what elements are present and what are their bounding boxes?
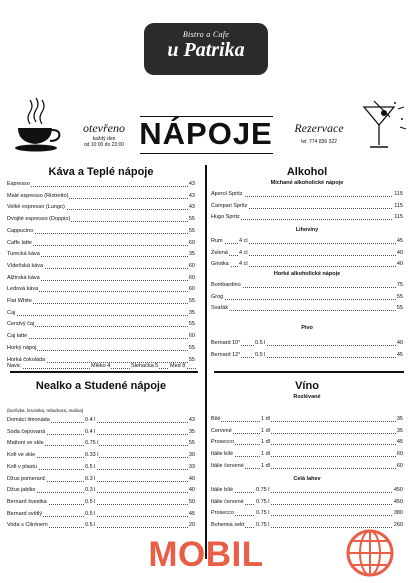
item-name: Červené	[211, 427, 232, 434]
extra-price: 5	[155, 363, 159, 369]
section-title-kava: Káva a Teplé nápoje	[48, 166, 154, 178]
item-name: Bombardino	[211, 282, 241, 288]
item-quantity: 0.75 l	[256, 510, 270, 517]
menu-row	[210, 282, 404, 289]
item-price: 43	[188, 192, 195, 199]
item-quantity: 0.75 l	[256, 522, 270, 529]
item-quantity: 1 dl	[261, 439, 270, 446]
item-name: Itálie bílé	[211, 451, 234, 458]
extra-name: Mléko	[91, 363, 106, 369]
menu-row	[210, 214, 404, 221]
item-name: Flat White	[7, 298, 32, 304]
item-price: 380	[393, 510, 403, 517]
item-name: Ledová káva	[7, 286, 39, 293]
dotted-leader	[6, 181, 196, 187]
item-price: 55	[188, 227, 195, 234]
item-price: 115	[394, 214, 403, 221]
subtitle-beer: Pivo	[301, 325, 313, 331]
item-price: 50	[188, 498, 195, 505]
extra-name: Med	[170, 363, 181, 369]
item-price: 40	[396, 249, 403, 256]
coffee-cup-icon	[14, 96, 64, 154]
item-price: 55	[396, 293, 403, 300]
item-price: 40	[188, 475, 195, 482]
vertical-divider	[205, 165, 207, 559]
extra-name: Šlehačka	[131, 363, 154, 369]
item-name: Bernard švestka	[7, 498, 47, 505]
item-name: Horká čokoláda	[7, 356, 46, 363]
menu-row	[6, 487, 196, 494]
logo-subtitle: Bistro a Cafe	[182, 30, 230, 39]
item-name: Velké espresso (Lungo)	[7, 204, 65, 211]
opening-hours	[74, 121, 134, 148]
menu-row	[210, 352, 404, 359]
subtitle-mixed: Míchané alkoholické nápoje	[270, 180, 344, 186]
item-quantity: 0.75 l	[85, 440, 99, 447]
mobil-banner: MOBIL	[148, 535, 264, 574]
item-price: 40	[396, 261, 403, 268]
subtitle-hot: Horké alkoholické nápoje	[273, 271, 341, 277]
menu-row	[6, 298, 196, 305]
horizontal-divider-right	[214, 371, 404, 373]
item-price: 55	[188, 356, 195, 363]
section-title-nealko: Nealko a Studené nápoje	[35, 380, 167, 392]
item-price: 260	[393, 522, 403, 529]
menu-row	[210, 261, 404, 268]
item-name: Mattoni ve skle	[7, 440, 44, 447]
item-name: Bernard 12°	[211, 351, 241, 358]
dotted-leader	[210, 294, 404, 300]
menu-row	[210, 487, 404, 494]
menu-row	[6, 440, 196, 447]
item-price: 450	[393, 498, 403, 505]
extras-label: Navic	[7, 363, 21, 369]
dotted-leader	[210, 451, 404, 457]
item-name: Kofi ve skle	[7, 452, 36, 459]
item-price: 75	[396, 282, 403, 288]
item-price: 55	[188, 344, 195, 351]
item-name: Zelená	[211, 249, 228, 256]
item-name: Bílé	[211, 416, 221, 422]
item-name: Domácí limonáda	[7, 417, 50, 423]
item-quantity: 1 dl	[261, 451, 270, 458]
menu-row	[6, 476, 196, 483]
item-name: Bernard 10°	[211, 340, 241, 346]
horizontal-divider-left	[10, 371, 198, 373]
item-price: 60	[188, 333, 195, 340]
menu-row	[210, 510, 404, 517]
menu-row	[6, 417, 196, 424]
opening-hours-text: od 10:00 do 23:00	[83, 142, 125, 148]
dotted-leader	[6, 333, 196, 339]
menu-row	[6, 275, 196, 282]
extra-price: 4	[107, 363, 111, 369]
menu-row	[210, 499, 404, 506]
item-price: 60	[396, 462, 403, 469]
dotted-leader	[210, 428, 404, 434]
menu-row	[6, 263, 196, 270]
subtitle-spirits: Lihoviny	[295, 227, 319, 233]
section-title-alkohol: Alkohol	[286, 166, 328, 178]
item-name: Čaj latte	[7, 333, 28, 340]
opening-days: každý den	[92, 136, 116, 142]
item-name: Bohemia sekt	[211, 522, 245, 529]
menu-row	[210, 340, 404, 347]
reservation-title: Rezervace	[294, 121, 344, 135]
item-quantity: 0.4 l	[85, 417, 96, 423]
item-price: 115	[394, 191, 403, 197]
menu-row	[6, 429, 196, 436]
item-name: Malé espresso (Ristretto)	[7, 192, 69, 199]
item-quantity: 0.5 l	[85, 522, 96, 529]
title-rule-bottom	[140, 153, 273, 154]
page-title: NÁPOJE	[139, 116, 273, 151]
item-name: Prosecco	[211, 510, 234, 517]
menu-row	[6, 511, 196, 518]
extras-row	[6, 363, 196, 370]
item-quantity: 1 dl	[261, 462, 270, 469]
opening-title: otevřeno	[83, 121, 125, 135]
item-name: Soda čepovaná	[7, 428, 46, 435]
item-price: 55	[188, 321, 195, 328]
item-price: 60	[188, 286, 195, 293]
dotted-leader	[210, 439, 404, 445]
item-price: 20	[188, 522, 195, 529]
item-price: 60	[188, 262, 195, 269]
menu-row	[210, 203, 404, 210]
menu-row	[210, 294, 404, 301]
dotted-leader	[210, 510, 404, 516]
syrup-note: (borůvka, brusinka, rebarbora, malina)	[7, 408, 84, 413]
item-name: Itálie červené	[211, 498, 244, 505]
item-quantity: 0.3 l	[85, 475, 96, 482]
item-price: 60	[188, 239, 195, 246]
item-name: Vídeňská káva	[7, 262, 44, 269]
menu-row	[6, 286, 196, 293]
item-name: Cappucino	[7, 227, 34, 234]
dotted-leader	[6, 240, 196, 246]
dotted-leader	[210, 416, 404, 422]
menu-row	[210, 191, 404, 198]
item-price: 33	[188, 463, 195, 470]
reservation	[285, 121, 353, 145]
menu-row	[6, 193, 196, 200]
menu-row	[6, 181, 196, 188]
menu-row	[6, 240, 196, 247]
menu-row	[210, 250, 404, 257]
item-price: 43	[188, 417, 195, 423]
item-price: 43	[188, 181, 195, 187]
item-name: Espresso	[7, 181, 30, 187]
item-quantity: 0.5 l	[85, 463, 96, 470]
item-name: Grog	[211, 293, 224, 300]
item-price: 43	[188, 204, 195, 211]
menu-row	[210, 428, 404, 435]
section-title-vino: Víno	[295, 380, 319, 392]
item-price: 35	[188, 251, 195, 258]
item-quantity: 0.33 l	[85, 452, 99, 459]
item-name: Čaj	[7, 309, 16, 316]
subtitle-draft: Rozlévané	[293, 394, 321, 400]
item-price: 55	[188, 440, 195, 447]
item-name: Itálie červené	[211, 462, 244, 469]
item-price: 60	[396, 451, 403, 458]
item-price: 40	[396, 340, 403, 346]
dotted-leader	[210, 305, 404, 311]
item-price: 35	[188, 309, 195, 316]
extra-item	[130, 363, 159, 370]
menu-row	[6, 522, 196, 529]
menu-row	[210, 439, 404, 446]
item-name: Alžírská káva	[7, 274, 40, 281]
logo	[144, 23, 268, 75]
item-quantity: 0.75 l	[256, 487, 270, 493]
item-quantity: 0.75 l	[256, 498, 270, 505]
menu-row	[6, 333, 196, 340]
item-name: Hugo Spritz	[211, 214, 240, 221]
item-price: 55	[396, 305, 403, 312]
item-price: 115	[394, 202, 403, 209]
subtitle-bottle: Celá lahev	[293, 476, 321, 482]
menu-row	[6, 464, 196, 471]
item-price: 35	[396, 427, 403, 434]
item-name: Caffe latte	[7, 239, 32, 246]
item-name: Griotka	[211, 261, 229, 268]
cocktail-glass-icon	[362, 97, 408, 155]
item-price: 55	[188, 216, 195, 223]
logo-name: u Patrika	[167, 39, 245, 61]
dotted-leader	[6, 298, 196, 304]
item-name: Turecká káva	[7, 251, 40, 258]
menu-row	[6, 499, 196, 506]
menu-row	[6, 251, 196, 258]
item-price: 45	[188, 510, 195, 517]
item-quantity: 4 cl	[239, 249, 248, 256]
extra-item	[169, 363, 186, 370]
dotted-leader	[210, 487, 404, 493]
item-name: Aperol Spritz	[211, 191, 243, 197]
menu-row	[6, 345, 196, 352]
menu-row	[210, 305, 404, 312]
extra-item	[90, 363, 111, 370]
item-name: Čerstvý čaj	[7, 321, 35, 328]
item-name: Dvojité espresso (Doppio)	[7, 216, 71, 223]
item-quantity: 4 cl	[239, 238, 248, 244]
item-name: Itálie bílé	[211, 487, 234, 493]
item-quantity: 4 cl	[239, 261, 248, 268]
dotted-leader	[6, 228, 196, 234]
item-quantity: 1 dl	[261, 416, 270, 422]
item-quantity: 1 dl	[261, 427, 270, 434]
dotted-leader	[6, 310, 196, 316]
item-price: 35	[188, 428, 195, 435]
item-quantity: 0.5 l	[255, 351, 266, 358]
extra-price: 8	[182, 363, 186, 369]
menu-row	[6, 216, 196, 223]
item-quantity: 0.5 l	[85, 498, 96, 505]
menu-row	[6, 321, 196, 328]
menu-row	[6, 310, 196, 317]
item-price: 35	[396, 416, 403, 422]
item-name: Svařák	[211, 305, 229, 312]
item-name: Kofi v plastu	[7, 463, 37, 470]
item-price: 45	[396, 439, 403, 446]
menu-row	[210, 238, 404, 245]
menu-row	[6, 204, 196, 211]
item-price: 30	[188, 452, 195, 459]
item-name: Campari Spritz	[211, 202, 248, 209]
menu-row	[6, 228, 196, 235]
item-price: 450	[393, 487, 403, 493]
reservation-phone: tel: 774 836 322	[301, 139, 337, 145]
item-name: Voda s Citrónem	[7, 522, 48, 529]
item-name: Bernard světlý	[7, 510, 43, 517]
item-quantity: 0.3 l	[85, 487, 96, 494]
item-quantity: 0.4 l	[85, 428, 96, 435]
item-name: Džus jablko	[7, 487, 36, 494]
item-price: 60	[188, 274, 195, 281]
item-quantity: 0.5 l	[85, 510, 96, 517]
item-quantity: 0.5 l	[255, 340, 266, 346]
item-price: 55	[188, 298, 195, 304]
item-price: 45	[396, 351, 403, 358]
item-price: 45	[396, 238, 403, 244]
item-name: Prosecco	[211, 439, 234, 446]
item-name: Horký nápoj	[7, 344, 37, 351]
globe-icon	[344, 527, 396, 579]
menu-row	[210, 463, 404, 470]
menu-row	[6, 452, 196, 459]
item-price: 40	[188, 487, 195, 494]
item-name: Rum	[211, 238, 223, 244]
menu-row	[210, 451, 404, 458]
item-name: Džus pomeranč	[7, 475, 46, 482]
menu-row	[210, 416, 404, 423]
